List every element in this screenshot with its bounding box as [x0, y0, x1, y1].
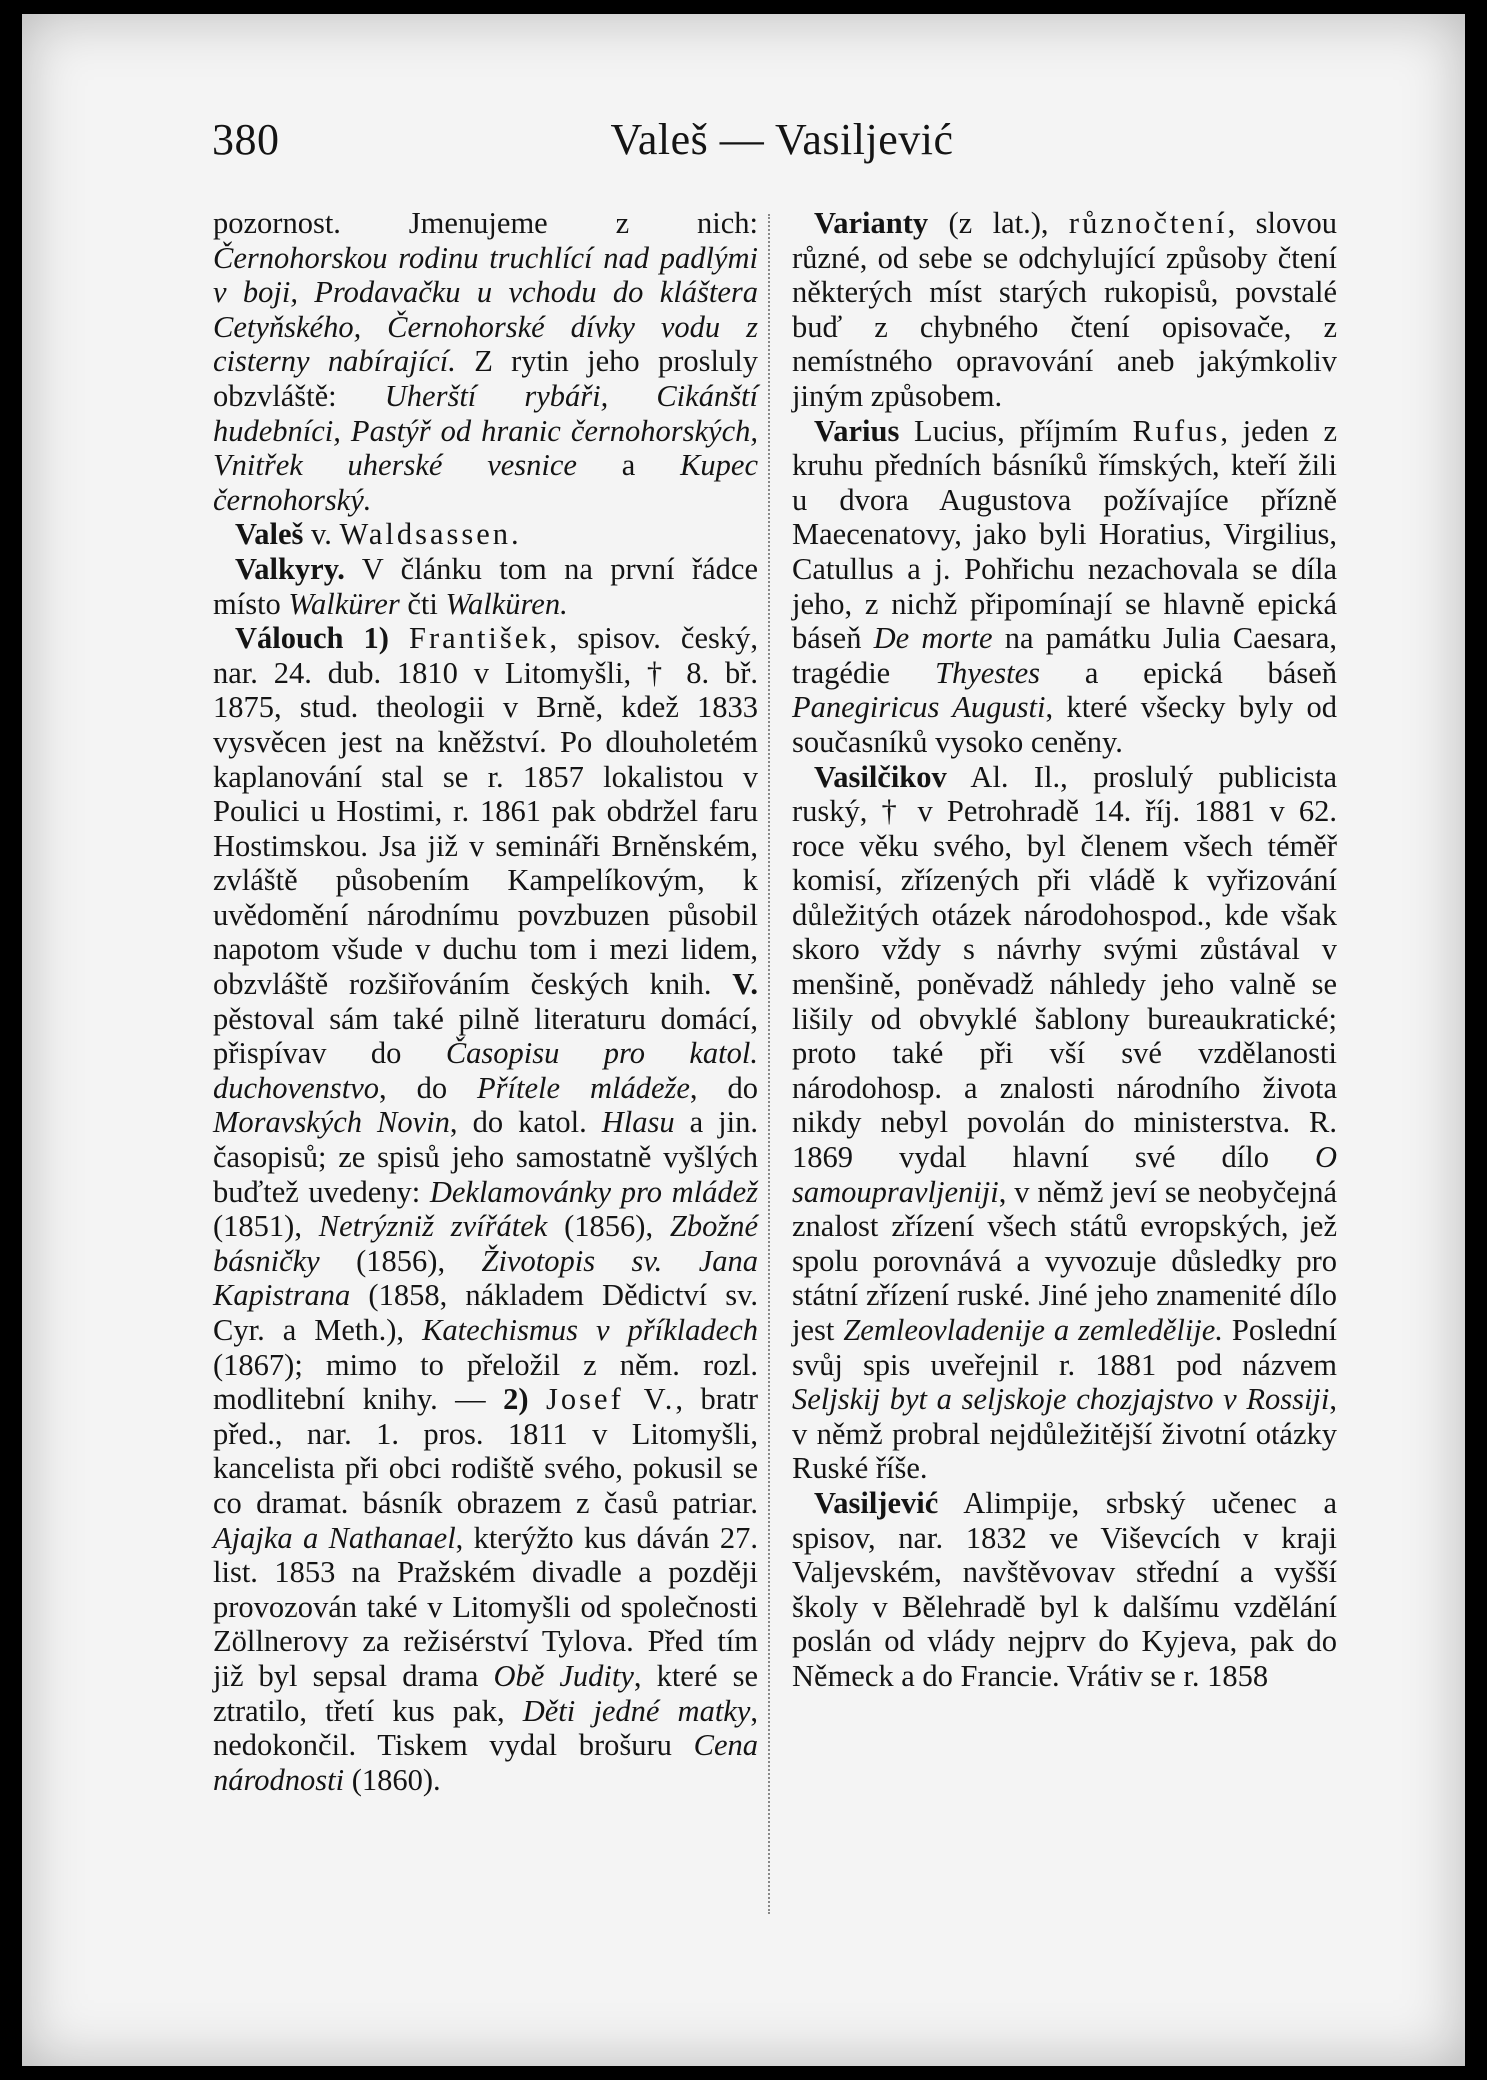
entry-vasilcikov: [792, 760, 1337, 1486]
text-run: Děti jedné matky: [522, 1693, 751, 1728]
text-run: [529, 1382, 546, 1416]
text-run: Moravských Novin: [213, 1105, 450, 1140]
entry-varianty: [792, 206, 1337, 414]
text-run: , nedokončil. Tiskem vydal brošuru: [213, 1693, 758, 1763]
text-run: Walkürer: [288, 586, 400, 621]
text-run: Walküren.: [445, 586, 568, 621]
text-run: Panegiricus Augusti: [792, 690, 1046, 725]
text-run: , jeden z kruhu předních básníků římských, kteří žili u dvora Augustova požívajíce přízně Maecenatovy, jako byli Horatius, Virgilius, Catullus a j. Pohřichu nezachovala se díla jeho, z nichž připomínají se hlavně epická báseň: [792, 413, 1337, 656]
entry-valkyry: [213, 552, 758, 621]
text-run: Varius: [814, 413, 900, 448]
text-run: De morte: [873, 621, 993, 656]
text-run: čti: [399, 586, 446, 621]
running-head: Valeš — Vasiljević: [610, 115, 954, 164]
text-run: Hlasu: [601, 1105, 675, 1140]
text-run: Válouch 1): [235, 621, 389, 656]
text-run: Valkyry.: [235, 551, 345, 586]
text-run: (1858, nákladem Dědictví sv. Cyr. a Meth.),: [213, 1278, 758, 1347]
text-run: Josef V.: [546, 1382, 676, 1417]
text-run: Přítele mládeže: [477, 1070, 690, 1105]
text-run: , které se ztratilo, třetí kus pak,: [213, 1658, 758, 1728]
text-run: Vasiljević: [814, 1485, 939, 1520]
entry-continuation: [213, 206, 758, 517]
text-run: Valeš: [235, 517, 304, 552]
text-run: Černohorskou rodinu truchlící nad padlými v boji, Prodavačku u vchodu do kláštera Cetyňského, Černohorské dívky vodu z cisterny nabírající.: [213, 240, 758, 379]
text-run: Thyestes: [935, 655, 1041, 690]
text-run: , v němž jeví se neobyčejná znalost zřízení všech států evropských, jež spolu porovnává a vyvozuje důsledky pro státní zřízení ruské. Jiné jeho znamenité dílo jest: [792, 1174, 1337, 1347]
entry-vales: [213, 517, 758, 552]
text-run: v.: [303, 517, 340, 552]
text-run: a epická báseň: [1040, 655, 1337, 690]
text-run: O samoupravljeniji: [792, 1140, 1337, 1209]
text-run: Životopis sv. Jana Kapistrana: [213, 1243, 758, 1313]
text-run: (1856),: [547, 1209, 670, 1244]
text-run: (1851),: [213, 1209, 319, 1244]
text-run: a jin. časopisů; ze spisů jeho samostatně vyšlých buďtež uvedeny:: [213, 1105, 758, 1209]
text-run: , kterýžto kus dáván 27. list. 1853 na Pražském divadle a později provozován také v Litomyšli od společnosti Zöllnerovy za režisérství Tylova. Před tím již byl sepsal drama: [213, 1520, 758, 1693]
text-run: , bratr před., nar. 1. pros. 1811 v Litomyšli, kancelista při obci rodiště svého, pokusil se co dramat. básník obrazem z časů patriar.: [213, 1382, 759, 1520]
text-run: Netrýzniž zvířátek: [318, 1209, 548, 1244]
text-run: Ajajka a Nathanael: [213, 1520, 456, 1555]
text-run: , spisov. český, nar. 24. dub. 1810 v Litomyšli, † 8. bř. 1875, stud. theologii v Brně, kdež 1833 vysvěcen jest na kněžství. Po dlouholetém kaplanování stal se r. 1857 lokalistou v Poulici u Hostimi, r. 1861 pak obdržel faru Hostimskou. Jsa již v semináři Brněnském, zvláště působením Kampelíkovým, k uvědomění národnímu povzbuzen působil napotom všude v duchu tom i mezi lidem, obzvláště rozšiřováním českých knih.: [213, 621, 758, 1002]
column-divider: [768, 214, 771, 1914]
text-run: Obě Judity: [493, 1658, 634, 1693]
text-run: Zbožné básničky: [213, 1209, 758, 1278]
text-run: a: [576, 448, 681, 483]
entry-varius: [792, 414, 1337, 760]
text-run: (1867); mimo to přeložil z něm. rozl. modlitební knihy. —: [213, 1347, 758, 1417]
text-run: (z lat.),: [928, 206, 1069, 240]
entry-vasiljevic: [792, 1486, 1337, 1694]
text-run: [389, 621, 409, 655]
text-run: , do: [689, 1070, 758, 1105]
text-run: Časopisu pro katol. duchovenstvo: [213, 1036, 759, 1105]
text-run: Deklamovánky pro mládež: [429, 1174, 758, 1209]
text-run: , v němž probral nejdůležitější životní otázky Ruské říše.: [792, 1382, 1337, 1486]
text-run: Rufus: [1132, 413, 1221, 448]
text-run: Uherští rybáři, Cikánští hudebníci, Pastýř od hranic černohorských, Vnitřek uherské vesnice: [213, 378, 759, 483]
text-run: Waldsassen.: [339, 517, 522, 552]
text-run: František: [409, 621, 550, 656]
text-run: Alimpije, srbský učenec a spisov, nar. 1832 ve Viševcích v kraji Valjevském, navštěvovav střední a vyšší školy v Bělehradě byl k dalšímu vzdělání poslán od vlády nejprv do Kyjeva, pak do Německ a do Francie. Vrátiv se r. 1858: [792, 1485, 1337, 1693]
text-run: Katechismus v příkladech: [422, 1313, 758, 1347]
text-run: , slovou různé, od sebe se odchylující způsoby čtení některých míst starých rukopisů, povstalé buď z chybného čtení opisovače, z nemístného opravování aneb jakýmkoliv jiným způsobem.: [792, 206, 1337, 413]
text-run: , do katol.: [449, 1105, 602, 1140]
text-run: Seljskij byt a seljskoje chozjajstvo v Rossiji: [792, 1382, 1330, 1417]
text-run: Zemleovladenije a zemledělije.: [843, 1313, 1223, 1347]
text-run: různočtení: [1068, 206, 1228, 240]
text-run: (1856),: [319, 1243, 482, 1278]
text-run: pozornost. Jmenujeme z nich:: [213, 206, 758, 240]
left-column: [213, 206, 758, 1797]
text-run: Poslední svůj spis uveřejnil r. 1881 pod názvem: [792, 1313, 1338, 1382]
text-run: , které všecky byly od současníků vysoko ceněny.: [792, 690, 1337, 759]
text-run: , do: [379, 1070, 478, 1105]
text-run: Cena národnosti: [213, 1728, 758, 1797]
text-run: Al. Il., proslulý publicista ruský, † v Petrohradě 14. říj. 1881 v 62. roce věku svého, byl členem všech téměř komisí, zřízených při vládě k vyřizování důležitých otázek národohospod., kde však skoro vždy s návrhy svými zůstával v menšině, poněvadž náhledy jeho valně se lišily od obvyklé šablony bureaukratické; proto také při vší své vzdělanosti národohosp. a znalosti národního života nikdy nebyl povolán do ministerstva. R. 1869 vydal hlavní své dílo: [792, 759, 1337, 1175]
book-page: [22, 14, 1465, 2066]
text-run: Z rytin jeho prosluly obzvláště:: [213, 344, 758, 413]
right-column: [792, 206, 1337, 1694]
text-run: Kupec černohorský.: [213, 448, 758, 517]
entry-valouch: [213, 621, 758, 1797]
text-run: Lucius, příjmím: [899, 413, 1133, 448]
text-run: V.: [732, 967, 758, 1002]
text-run: pěstoval sám také pilně literaturu domácí, přispívav do: [213, 1001, 758, 1071]
text-run: (1860).: [344, 1762, 441, 1797]
text-run: 2): [503, 1382, 529, 1417]
page-number: 380: [212, 115, 280, 164]
text-run: Vasilčikov: [814, 759, 947, 794]
text-run: na památku Julia Caesara, tragédie: [792, 621, 1337, 690]
text-run: V článku tom na první řádce místo: [213, 551, 758, 621]
page-header: [212, 114, 1352, 174]
text-run: Varianty: [814, 206, 929, 240]
